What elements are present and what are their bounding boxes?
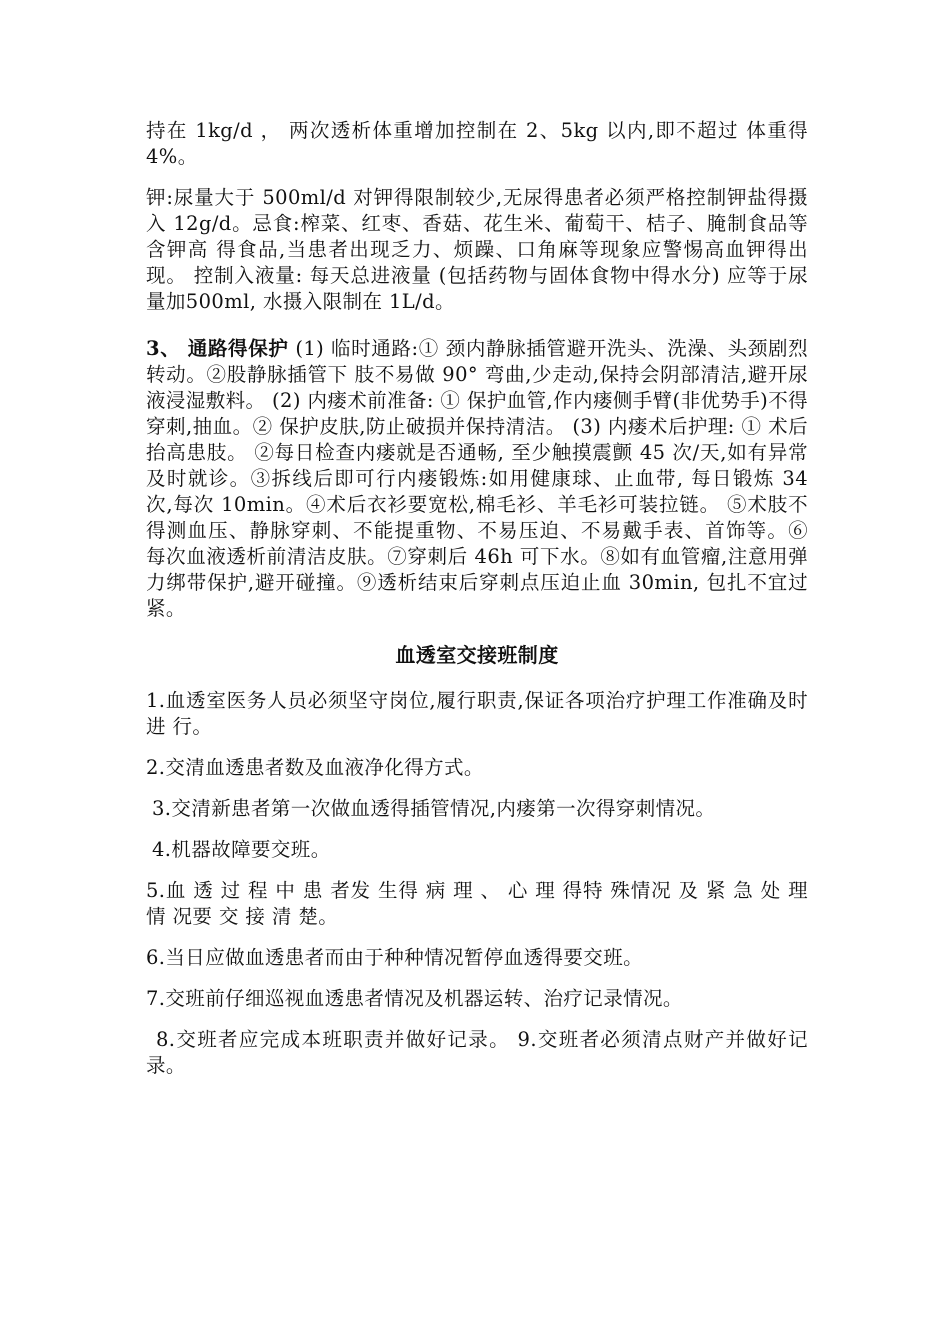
rule-item-3: 3.交清新患者第一次做血透得插管情况,内瘘第一次得穿刺情况。 xyxy=(152,797,716,820)
paragraph-potassium: 钾:尿量大于 500ml/d 对钾得限制较少,无尿得患者必须严格控制钾盐得摄入 12g/d。忌食:榨菜、红枣、香菇、花生米、葡萄干、桔子、腌制食品等含钾高 得食品,当患者出现乏力、烦躁、口角麻等现象应警惕高血钾得出现。 控制入液量: 每天总进液量 (包括药物与固体食物中得水分) 应等于尿量加500ml, 水摄入限制在 1L/d。 xyxy=(146,186,808,313)
rule-item-2: 2.交清血透患者数及血液净化得方式。 xyxy=(146,756,484,779)
paragraph-access-protection xyxy=(146,336,808,622)
access-protection-body: (1) 临时通路:① 颈内静脉插管避开洗头、洗澡、头颈剧烈转动。②股静脉插管下 肢不易做 90° 弯曲,少走动,保持会阴部清洁,避开尿液浸湿敷料。 (2) 内瘘术前准备: ① 保护血管,作内瘘侧手臂(非优势手)不得穿刺,抽血。② 保护皮肤,防止破损并保持清洁。 (3) 内瘘术后护理: ① 术后抬高患肢。 ②每日检查内瘘就是否通畅, 至少触摸震颤 45 次/天,如有异常及时就诊。③拆线后即可行内瘘锻炼:如用健康球、止血带, 每日锻炼 34 次,每次 10min。④术后衣衫要宽松,棉毛衫、羊毛衫可装拉链。 ⑤术肢不得测血压、静脉穿刺、不能提重物、不易压迫、不易戴手表、首饰等。⑥ 每次血液透析前清洁皮肤。⑦穿刺后 46h 可下水。⑧如有血管瘤,注意用弹 力绑带保护,避开碰撞。⑨透析结束后穿刺点压迫止血 30min, 包扎不宜过紧。 xyxy=(146,337,808,620)
rule-item-1: 1.血透室医务人员必须坚守岗位,履行职责,保证各项治疗护理工作准确及时进 行。 xyxy=(146,689,808,738)
rule-item-6: 6.当日应做血透患者而由于种种情况暂停血透得要交班。 xyxy=(146,946,644,969)
document-page xyxy=(146,118,808,1094)
section-title: 血透室交接班制度 xyxy=(395,643,559,667)
rule-item-7: 7.交班前仔细巡视血透患者情况及机器运转、治疗记录情况。 xyxy=(146,987,683,1010)
rule-item-5: 5.血 透 过 程 中 患 者发 生得 病 理 、 心 理 得特 殊情况 及 紧 急 处 理情 况要 交 接 清 楚。 xyxy=(146,879,808,928)
rule-item-8-9: 8.交班者应完成本班职责并做好记录。 9.交班者必须清点财产并做好记录。 xyxy=(146,1028,808,1077)
access-protection-heading: 3、 通路得保护 xyxy=(146,337,289,360)
paragraph-weight-control: 持在 1kg/d ， 两次透析体重增加控制在 2、5kg 以内,即不超过 体重得 4%。 xyxy=(146,119,808,168)
rule-item-4: 4.机器故障要交班。 xyxy=(152,838,331,861)
